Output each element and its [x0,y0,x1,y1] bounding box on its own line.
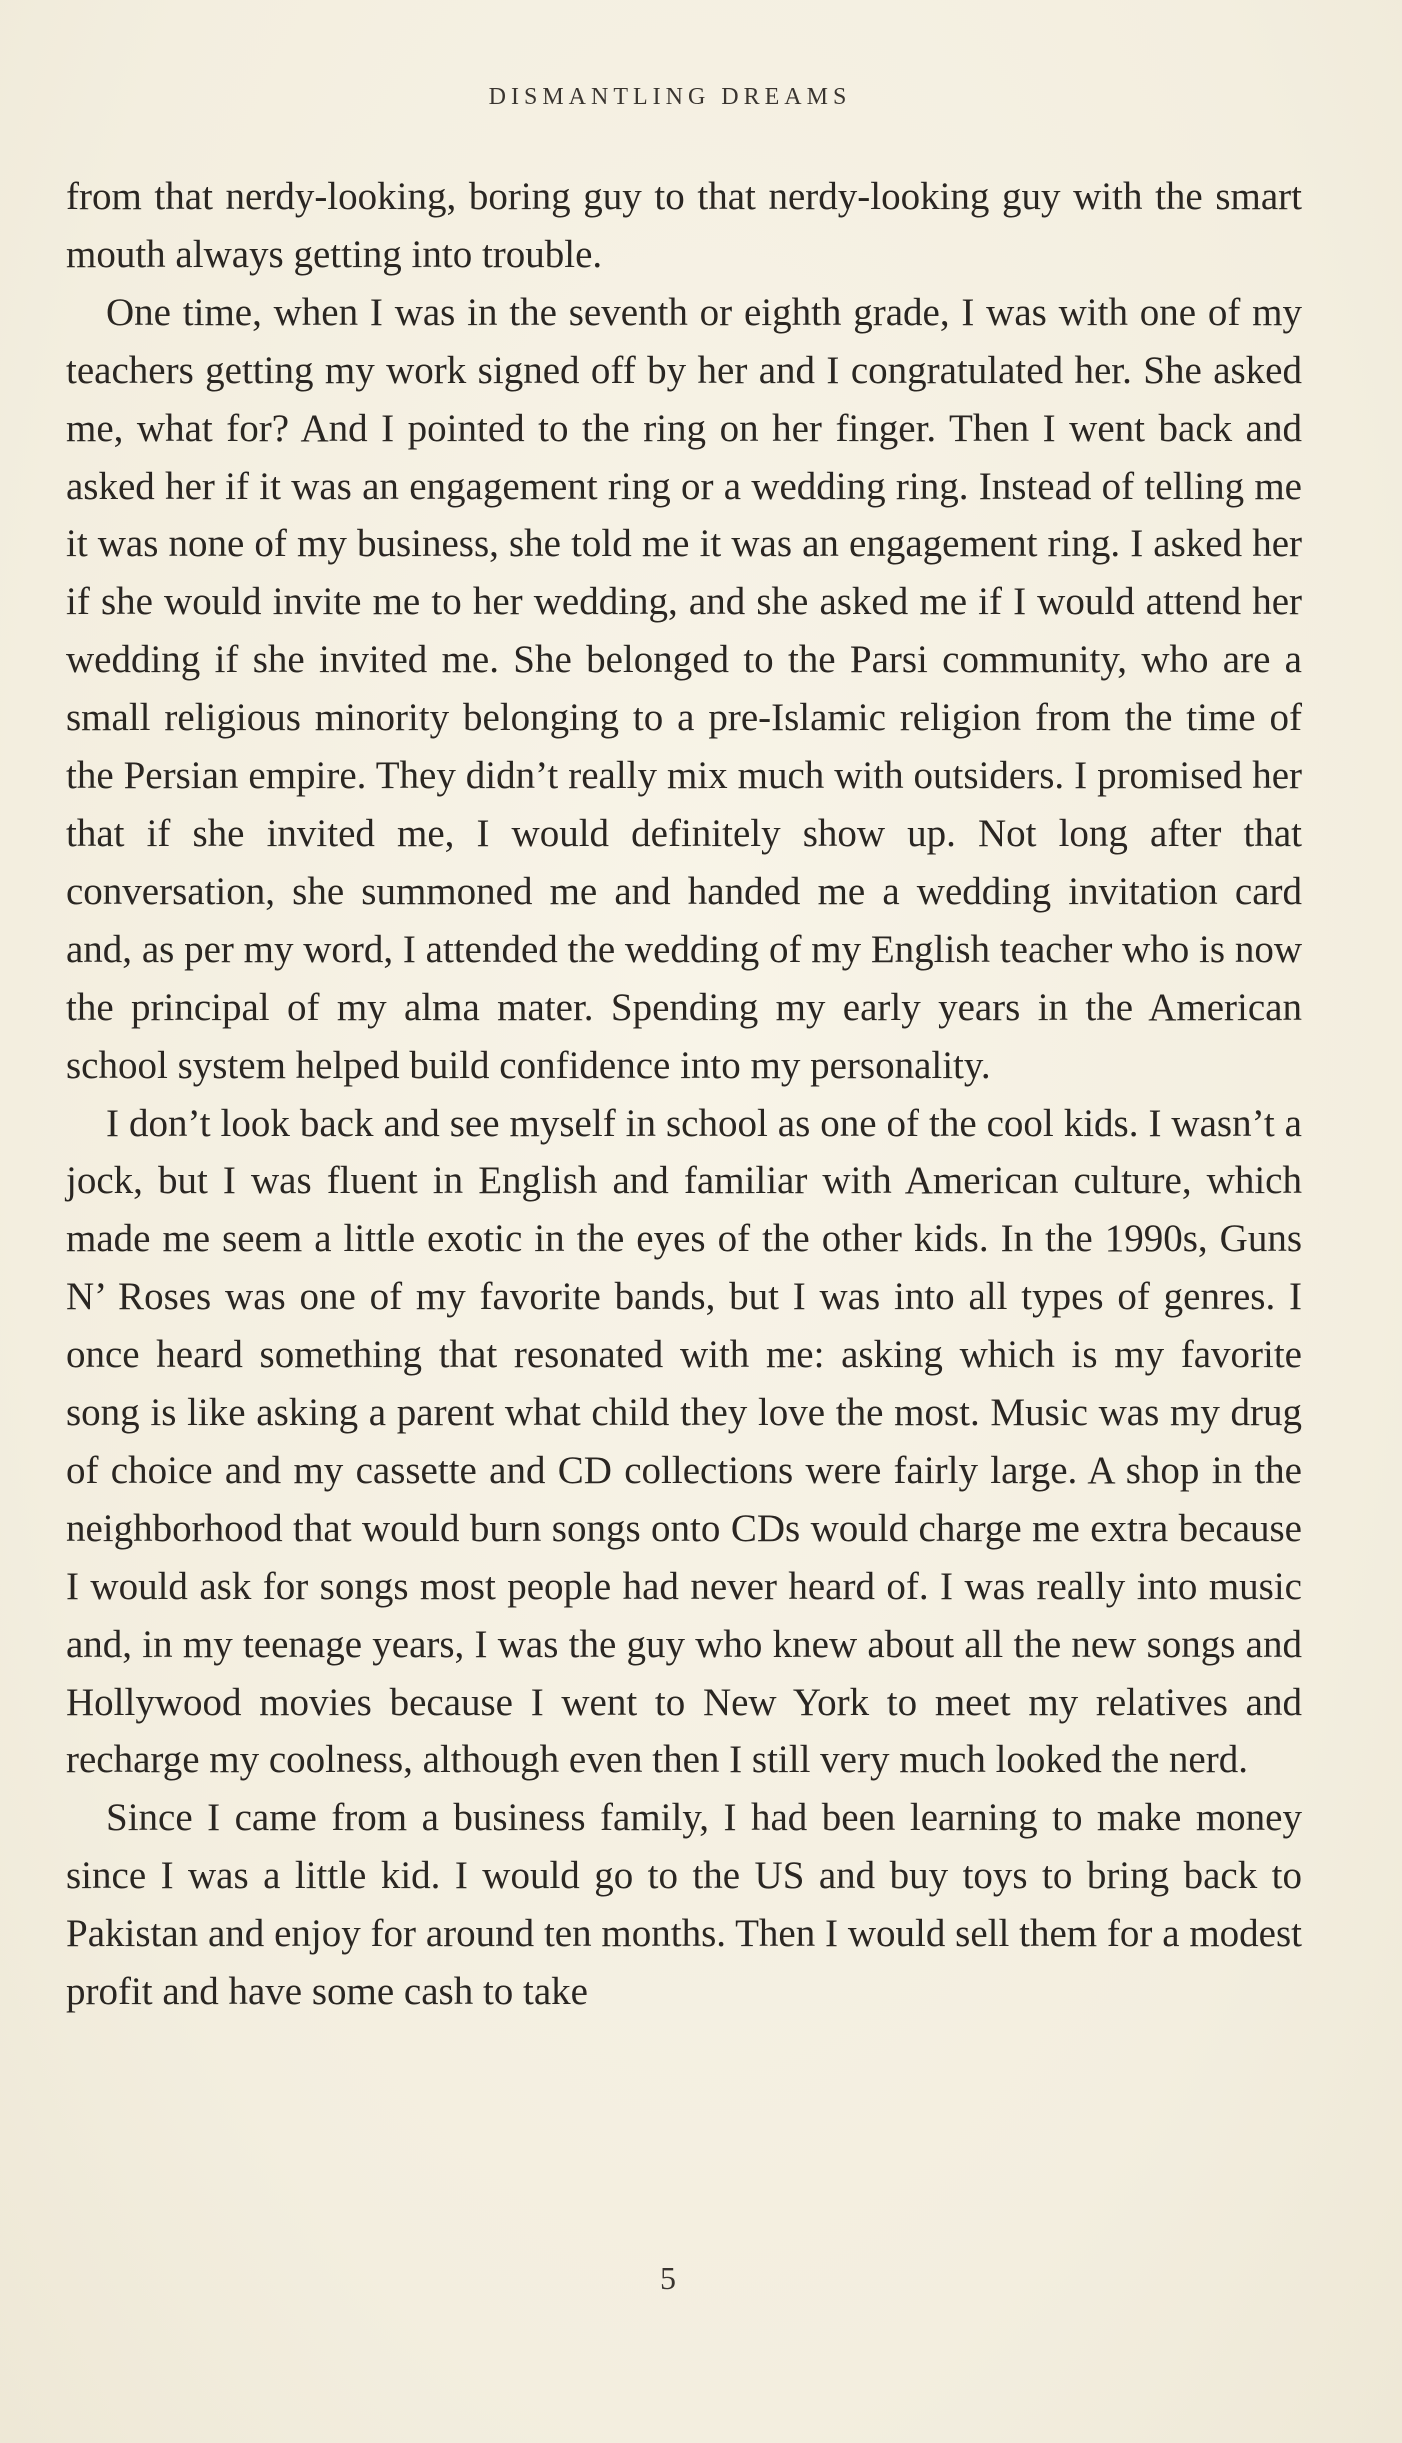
paragraph-business-family: Since I came from a business family, I had been learning to make money since I was a little kid. I would go to the US and buy toys to bring back to Pakistan and enjoy for around ten months. Then I would sell them for a modest profit and have some cash to take [66,1796,1302,2014]
paragraph-continued: from that nerdy-looking, boring guy to that nerdy-looking guy with the smart mouth always getting into trouble. [66,175,1302,276]
paragraph-cool-kids: I don’t look back and see myself in school as one of the cool kids. I wasn’t a jock, but I was fluent in English and familiar with American culture, which made me seem a little exotic in the eyes of the other kids. In the 1990s, Guns N’ Roses was one of my favorite bands, but I was into all types of genres. I once heard something that resonated with me: asking which is my favorite song is like asking a parent what child they love the most. Music was my drug of choice and my cassette and CD collections were fairly large. A shop in the neighborhood that would burn songs onto CDs would charge me extra because I would ask for songs most people had never heard of. I was really into music and, in my teenage years, I was the guy who knew about all the new songs and Hollywood movies because I went to New York to meet my relatives and recharge my coolness, although even then I still very much looked the nerd. [66,1101,1302,1782]
paragraph-teacher-wedding: One time, when I was in the seventh or eighth grade, I was with one of my teachers getting my work signed off by her and I congratulated her. She asked me, what for? And I pointed to the ring on her finger. Then I went back and asked her if it was an engagement ring or a wedding ring. Instead of telling me it was none of my business, she told me it was an engagement ring. I asked her if she would invite me to her wedding, and she asked me if I would attend her wedding if she invited me. She belonged to the Parsi community, who are a small religious minority belonging to a pre-Islamic religion from the time of the Persian empire. They didn’t really mix much with outsiders. I promised her that if she invited me, I would definitely show up. Not long after that conversation, she summoned me and handed me a wedding invitation card and, as per my word, I attended the wedding of my English teacher who is now the principal of my alma mater. Spending my early years in the American school system helped build confidence into my personality. [66,290,1302,1087]
running-head: DISMANTLING DREAMS [488,84,852,110]
body-text [66,168,1302,2021]
page-number: 5 [660,2260,676,2296]
